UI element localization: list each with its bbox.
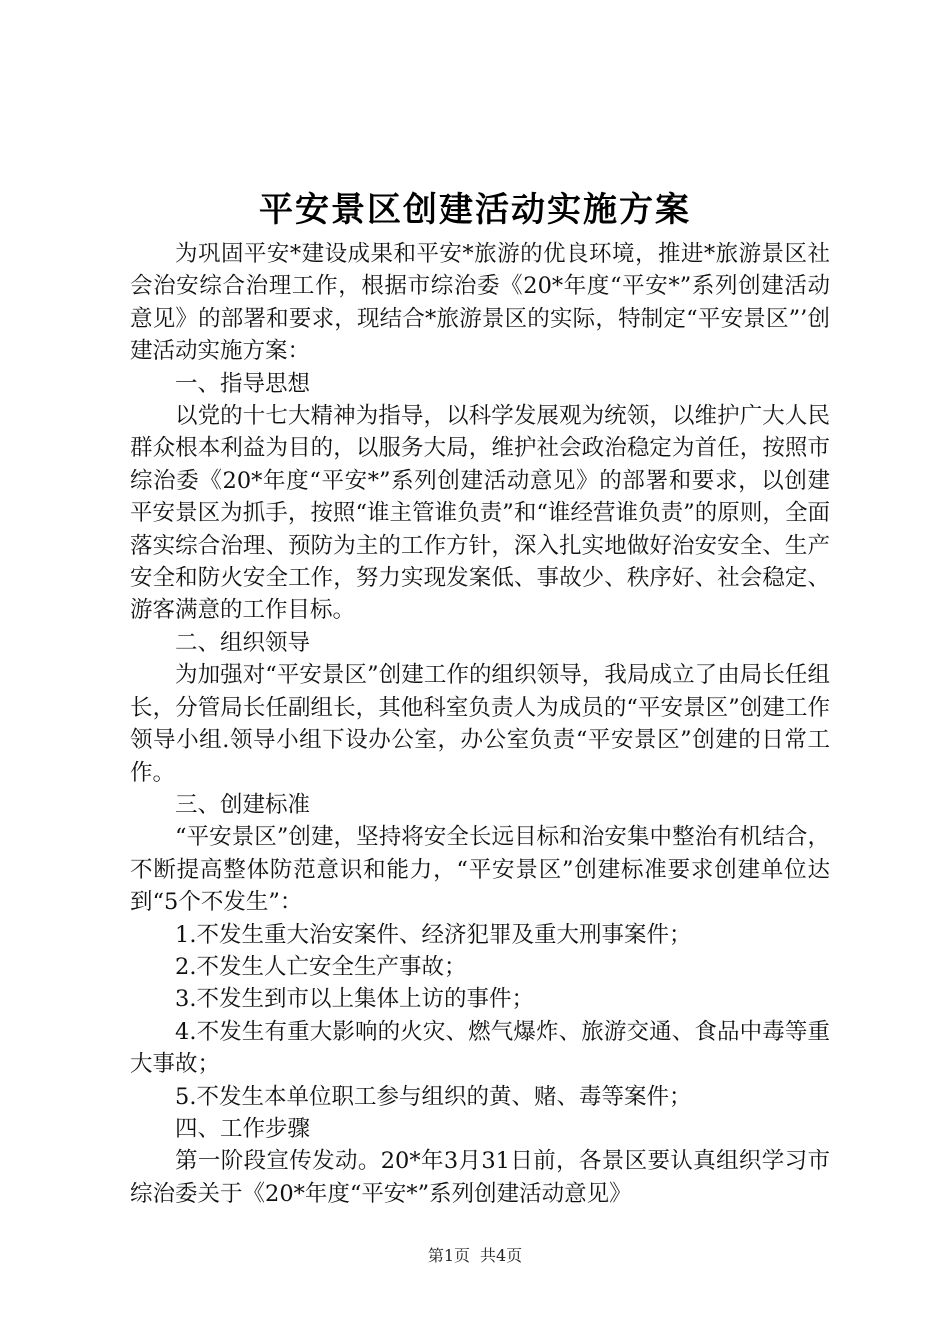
guiding-thought-paragraph: 以党的十七大精神为指导，以科学发展观为统领，以维护广大人民群众根本利益为目的，以服务大局，维护社会政治稳定为首任，按照市综治委《20*年度“平安*”系列创建活动意见》的部署和要求，以创建平安景区为抓手，按照“谁主管谁负责”和“谁经营谁负责”的原则，全面落实综合治理、预防为主的工作方针，深入扎实地做好治安安全、生产安全和防火安全工作，努力实现发案低、事故少、秩序好、社会稳定、游客满意的工作目标。	[130, 403, 830, 624]
section-heading-guiding-thought: 一、指导思想	[175, 370, 311, 397]
page-total: 共4页	[480, 1246, 523, 1265]
section-heading-leadership: 二、组织领导	[175, 629, 311, 656]
standard-item-5: 5.不发生本单位职工参与组织的黄、赌、毒等案件；	[175, 1083, 692, 1110]
section-heading-standards: 三、创建标准	[175, 791, 311, 818]
standards-paragraph: “平安景区”创建，坚持将安全长远目标和治安集中整治有机结合，不断提高整体防范意识和能力，“平安景区”创建标准要求创建单位达到“5个不发生”：	[130, 824, 830, 916]
standard-item-3: 3.不发生到市以上集体上访的事件；	[175, 986, 534, 1013]
intro-paragraph: 为巩固平安*建设成果和平安*旅游的优良环境，推进*旅游景区社会治安综合治理工作，根据市综治委《20*年度“平安*”系列创建活动意见》的部署和要求，现结合*旅游景区的实际，特制定“平安景区”’创建活动实施方案：	[130, 241, 830, 365]
standard-item-2: 2.不发生人亡安全生产事故；	[175, 953, 467, 980]
steps-paragraph: 第一阶段宣传发动。20*年3月31日前，各景区要认真组织学习市综治委关于《20*年度“平安*”系列创建活动意见》	[130, 1148, 830, 1207]
standard-item-1: 1.不发生重大治安案件、经济犯罪及重大刑事案件；	[175, 921, 692, 948]
document-title: 平安景区创建活动实施方案	[259, 190, 691, 230]
document-body	[130, 238, 830, 1210]
standard-item-4: 4.不发生有重大影响的火灾、燃气爆炸、旅游交通、食品中毒等重大事故；	[130, 1018, 830, 1078]
page-number: 第1页	[427, 1246, 470, 1265]
leadership-paragraph: 为加强对“平安景区”创建工作的组织领导，我局成立了由局长任组长，分管局长任副组长，其他科室负责人为成员的“平安景区”创建工作领导小组.领导小组下设办公室，办公室负责“平安景区”创建的日常工作。	[130, 662, 830, 786]
page-footer	[0, 1245, 950, 1267]
section-heading-steps: 四、工作步骤	[175, 1115, 311, 1142]
